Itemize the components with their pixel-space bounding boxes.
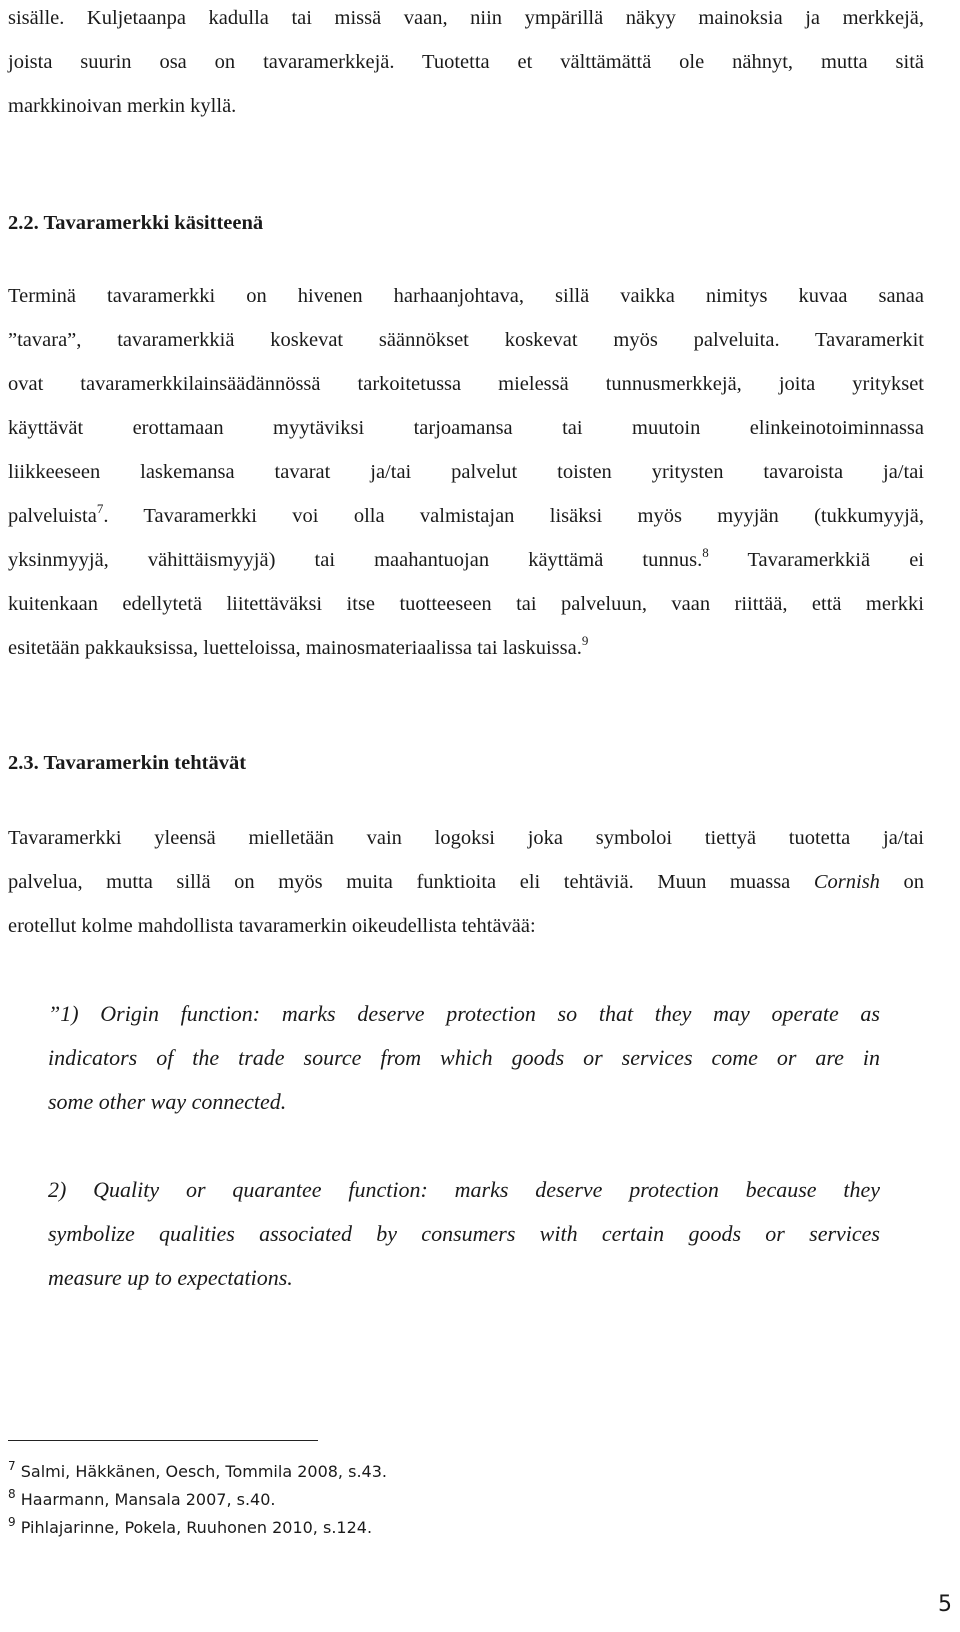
paragraph-line: joista suurin osa on tavaramerkkejä. Tuotetta et välttämättä ole nähnyt, mutta sitä — [8, 51, 924, 73]
text-run: palveluista — [8, 505, 97, 527]
paragraph-line: ovat tavaramerkkilainsäädännössä tarkoitetussa mielessä tunnusmerkkejä, joita yritykset — [8, 373, 924, 395]
footnote-text: Salmi, Häkkänen, Oesch, Tommila 2008, s.43. — [20, 1462, 387, 1481]
paragraph-line — [8, 634, 924, 662]
paragraph-line: Tavaramerkki yleensä mielletään vain logoksi joka symboloi tiettyä tuotetta ja/tai — [8, 827, 924, 849]
paragraph-line: Terminä tavaramerkki on hivenen harhaanjohtava, sillä vaikka nimitys kuvaa sanaa — [8, 285, 924, 307]
text-run: on — [879, 871, 924, 893]
footnote-number: 7 — [8, 1459, 16, 1473]
paragraph-line: liikkeeseen laskemansa tavarat ja/tai palvelut toisten yritysten tavaroista ja/tai — [8, 461, 924, 483]
paragraph-line — [8, 868, 924, 896]
text-run: . Tavaramerkki voi olla valmistajan lisäksi myös myyjän (tukkumyyjä, — [103, 505, 924, 527]
page-number: 5 — [938, 1592, 952, 1617]
author-name: Cornish — [813, 871, 880, 893]
quote-line: some other way connected. — [48, 1089, 287, 1114]
footnote-ref-8[interactable]: 8 — [702, 545, 709, 560]
footnote-number: 8 — [8, 1487, 16, 1501]
text-run: palvelua, mutta sillä on myös muita funktioita eli tehtäviä. Muun muassa — [8, 871, 814, 893]
quote-line: indicators of the trade source from which goods or services come or are in — [48, 1045, 880, 1070]
quote-line: 2) Quality or quarantee function: marks deserve protection because they — [48, 1177, 880, 1202]
quote-line: symbolize qualities associated by consumers with certain goods or services — [48, 1221, 880, 1246]
paragraph-line: kuitenkaan edellytetä liitettäväksi itse tuotteeseen tai palveluun, vaan riittää, että merkki — [8, 593, 924, 615]
paragraph-line: markkinoivan merkin kyllä. — [8, 95, 237, 117]
paragraph-line: ”tavara”, tavaramerkkiä koskevat säännökset koskevat myös palveluita. Tavaramerkit — [8, 329, 924, 351]
text-run: yksinmyyjä, vähittäismyyjä) tai maahantuojan käyttämä tunnus. — [8, 549, 703, 571]
footnote-7 — [8, 1460, 387, 1484]
footnote-number: 9 — [8, 1515, 16, 1529]
text-run: Tavaramerkkiä ei — [708, 549, 924, 571]
quote-line: measure up to expectations. — [48, 1265, 293, 1290]
footnote-ref-7[interactable]: 7 — [96, 501, 104, 516]
section-heading-2-2: 2.2. Tavaramerkki käsitteenä — [8, 212, 264, 234]
paragraph-line — [8, 546, 924, 574]
footnote-8 — [8, 1488, 276, 1512]
paragraph-line: käyttävät erottamaan myytäviksi tarjoamansa tai muutoin elinkeinotoiminnassa — [8, 417, 924, 439]
paragraph-line: sisälle. Kuljetaanpa kadulla tai missä vaan, niin ympärillä näkyy mainoksia ja merkkejä, — [8, 7, 924, 29]
section-heading-2-3: 2.3. Tavaramerkin tehtävät — [8, 752, 247, 774]
quote-line: ”1) Origin function: marks deserve protection so that they may operate as — [48, 1001, 880, 1026]
footnote-text: Haarmann, Mansala 2007, s.40. — [20, 1490, 276, 1509]
footnote-9 — [8, 1516, 372, 1540]
text-run: esitetään pakkauksissa, luetteloissa, mainosmateriaalissa tai laskuissa. — [8, 637, 582, 659]
paragraph-line: erotellut kolme mahdollista tavaramerkin oikeudellista tehtävää: — [8, 915, 536, 937]
footnote-text: Pihlajarinne, Pokela, Ruuhonen 2010, s.124. — [20, 1518, 373, 1537]
footnote-ref-9[interactable]: 9 — [581, 633, 589, 648]
footnote-divider — [8, 1440, 318, 1441]
paragraph-line — [8, 502, 924, 530]
